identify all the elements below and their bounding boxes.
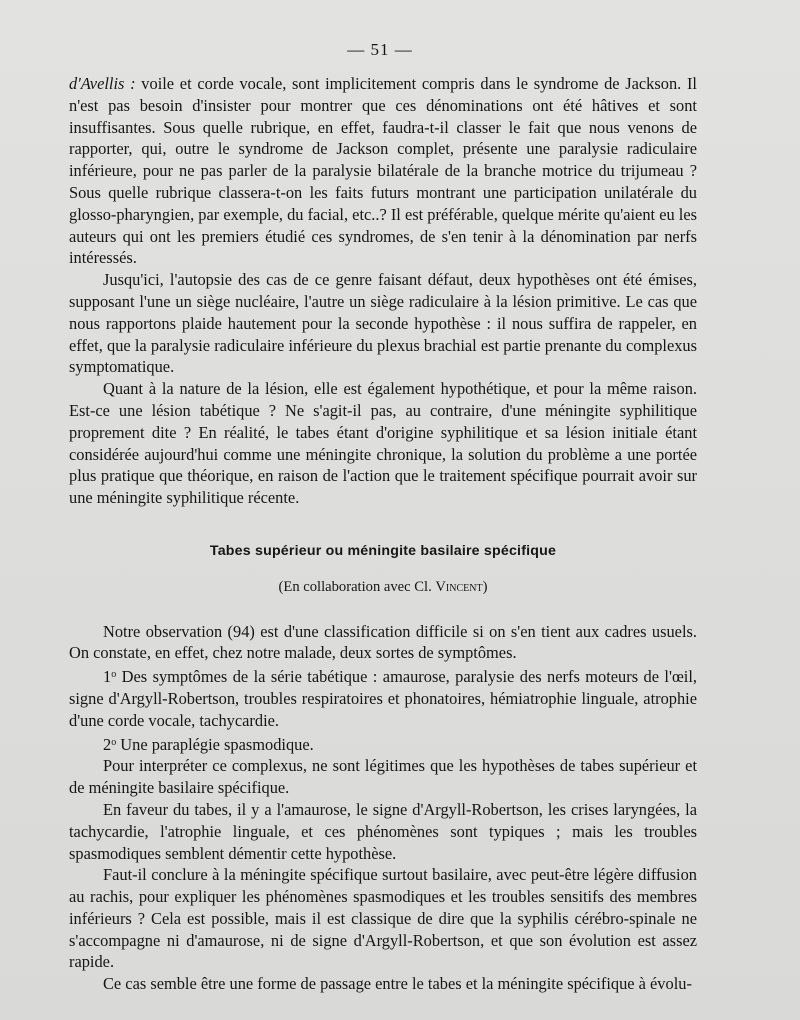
paragraph-item-2	[69, 732, 697, 756]
page-number: — 51 —	[347, 40, 413, 59]
paragraph-lead-italic: d'Avellis :	[69, 74, 136, 93]
collab-suffix: )	[482, 578, 488, 595]
paragraph-nature-lesion: Quant à la nature de la lésion, elle est également hypothétique, et pour la même raison. Est-ce une lésion tabétique ? Ne s'agit-il pas, au contraire, d'une méningite syphilitique proprement dite ? En réalité, le tabes étant d'origine syphilitique et sa lésion initiale étant considérée aujourd'hui comme une méningite chronique, la solution du problème a une portée plus pratique que théorique, en raison de l'action que le traitement spécifique pourrait avoir sur une méningite syphilitique récente.	[69, 379, 697, 508]
paragraph-faveur-tabes: En faveur du tabes, il y a l'amaurose, le signe d'Argyll-Robertson, les crises laryngées, la tachycardie, l'atrophie linguale, et ces phénomènes sont typiques ; mais les troubles spasmodiques semblent démentir cette hypothèse.	[69, 799, 697, 863]
item-text: Une paraplégie spasmodique.	[116, 734, 314, 754]
body-text	[69, 73, 697, 995]
paragraph-hypotheses: Jusqu'ici, l'autopsie des cas de ce genre faisant défaut, deux hypothèses ont été émises, supposant l'une un siège nucléaire, l'autre un siège radiculaire à la lésion primitive. Le cas que nous rapportons plaide hautement pour la seconde hypothèse : il nous suffira de rappeler, en effet, que la paralysie radiculaire inférieure du plexus brachial est partie prenante du complexus symptomatique.	[69, 270, 697, 377]
collab-name: Vincent	[435, 578, 483, 595]
paragraph-text: voile et corde vocale, sont implicitement compris dans le syndrome de Jackson. Il n'est pas besoin d'insister pour montrer que ces dénominations ont été hâtives et sont insuffisantes. Sous quelle rubrique, en effet, faudra-t-il classer le fait que nous venons de rapporter, qui, outre le syndrome de Jackson complet, présente une paralysie radiculaire inférieure, pour ne pas parler de la paralysie bilatérale de la branche motrice du trijumeau ? Sous quelle rubrique classera-t-on les faits futurs montrant une participation unilatérale du glosso-pharyngien, par exemple, du facial, etc..? Il est préférable, quelque mérite qu'aient eu les auteurs qui ont les premiers étudié ces syndromes, de s'en tenir à la dénomination par nerfs intéressés.	[69, 74, 697, 268]
paragraph-avellis	[69, 73, 697, 269]
paragraph-forme-passage: Ce cas semble être une forme de passage entre le tabes et la méningite spécifique à évolu-	[103, 974, 692, 994]
collab-prefix: (En collaboration avec Cl.	[278, 578, 436, 595]
item-number-sup: o	[111, 669, 117, 681]
item-number: 2	[103, 734, 112, 754]
section-heading: Tabes supérieur ou méningite basilaire spécifique	[209, 542, 557, 559]
item-number-sup: o	[111, 736, 117, 748]
paragraph-observation: Notre observation (94) est d'une classification difficile si on s'en tient aux cadres usuels. On constate, en effet, chez notre malade, deux sortes de symptômes.	[69, 621, 697, 663]
collaboration-note	[69, 577, 697, 599]
paragraph-meningite: Faut-il conclure à la méningite spécifique surtout basilaire, avec peut-être légère diffusion au rachis, pour expliquer les phénomènes spasmodiques et les troubles sensitifs des membres inférieurs ? Cela est possible, mais il est classique de dire que la syphilis cérébro-spinale ne s'accompagne ni d'amaurose, ni de signe d'Argyll-Robertson, et que son évolution est assez rapide.	[69, 865, 697, 972]
paragraph-interpretation: Pour interpréter ce complexus, ne sont légitimes que les hypothèses de tabes supérieur et de méningite basilaire spécifique.	[69, 756, 697, 798]
item-number: 1	[103, 667, 112, 687]
paragraph-item-1	[69, 664, 697, 731]
item-text: Des symptômes de la série tabétique : amaurose, paralysie des nerfs moteurs de l'œil, signe d'Argyll-Robertson, troubles respiratoires et phonatoires, hémiatrophie linguale, atrophie d'une corde vocale, tachycardie.	[69, 667, 697, 730]
